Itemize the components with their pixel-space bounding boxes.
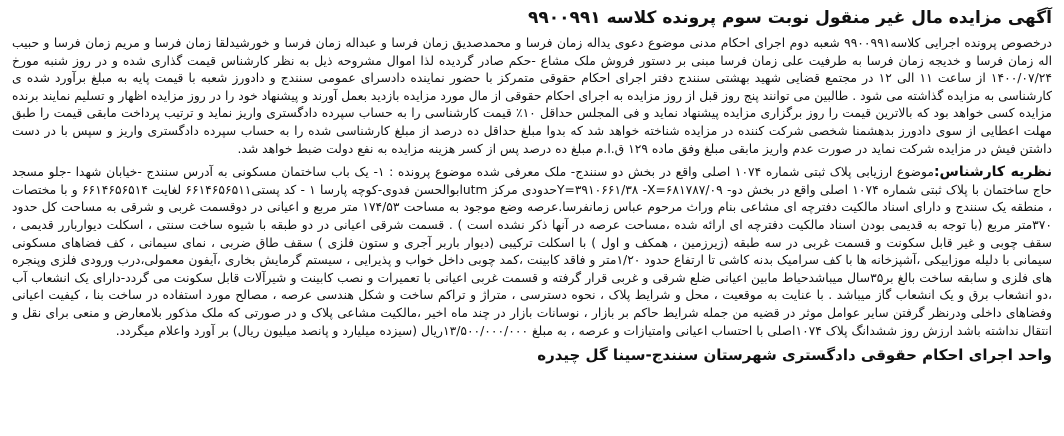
expert-opinion-label: نظریه کارشناس: bbox=[933, 164, 1052, 181]
notice-footer: واحد اجرای احکام حقوقی دادگستری شهرستان سنندج-سینا گل چیدره bbox=[537, 346, 1052, 365]
notice-paragraph-1: درخصوص پرونده اجرایی کلاسه۹۹۰۰۹۹۱ شعبه دوم اجرای احکام مدنی موضوع دعوی یداله زمان فرسا و محمدصدیق زمان فرسا و عبداله زمان فرسا و خورشیدلقا زمان فرسا و مریم زمان فرسا و حبیب اله زمان فرسا و خدیجه زمان فرسا به طرفیت علی زمان فرسا مبنی بر دستور فروش ملک مشاع -حکم صادر گردیده لذا اموال مشروحه ذیل به نظر کارشناس قیمت گذاری شده و در روز شنبه مورخ ۱۴۰۰/۰۷/۲۴ از ساعت ۱۱ الی ۱۲ در مجتمع قضایی شهید بهشتی سنندج دفتر اجرای احکام حقوقی متمرکز با حضور نماینده دادسرای عمومی سنندج و دادورز شعبه با قیمت پایه به مبلغ برآورد شده ی کارشناسی به مزایده گذاشته می شود . طالبین می توانند پنج روز قبل از روز مزایده به اجرای احکام حقوقی از مال مورد مزایده بازدید بعمل آورند و پیشنهاد خود را در روز مزایده اظهار و تسلیم نمایند برنده مزایده کسی خواهد بود که بالاترین قیمت را روز برگزاری مزایده پیشنهاد نماید و فی المجلس حداقل ۱۰٪ قیمت کارشناسی را به حساب سپرده دادگستری واریز نماید و ترتیب پرداخت مابقی قیمت را طبق مهلت اعطایی از سوی دادورز بدهشمنا شخصی شرکت کننده در مزایده شناخته خواهد شد که بدوا مبلغ حداقل ده درصد از مبلغ کارشناسی شده را به حساب سپرده دادگستری واریز و سپس با در دست داشتن فیش در مزایده شرکت نماید در صورت عدم واریز مابقی مبلغ وفق ماده ۱۲۹ ق.ا.م مبلغ ده درصد پس از کسر هزینه مزایده به نفع دولت ضبط خواهد شد. bbox=[12, 36, 1053, 156]
expert-opinion-text: موضوع ارزیابی پلاک ثبتی شماره ۱۰۷۴ اصلی واقع در بخش دو سنندج- ملک معرفی شده موضوع پرونده : ۱- یک باب ساختمان مسکونی به آدرس سنندج -خیابان شهدا -جلو مسجد حاج ساختمان با پلاک ثبتی شماره ۱۰۷۴ اصلی واقع در بخش دو- Y=۳۹۱۰۶۶۱/۳۸ -X=۶۸۱۷۸۷/۰۹حدودی مرکز utmابوالحسن فدوی-کوچه پارسا ۱ - کد پستی۶۶۱۴۶۵۶۵۱۱ لغایت ۶۶۱۴۶۵۶۵۱۴ و با مختصات ، منطقه یک سنندج و دارای اسناد مالکیت دفترچه ای مشاعی بنام وراث مرحوم عباس زمانفرسا.عرصه وضع موجود به مساحت ۱۷۴/۵۳ متر مربع و اعیانی در دوقسمت غربی و شرقی به مساحت کل حدود ۳۷۰متر مربع (با توجه به قدیمی بودن اسناد مالکیت دفترچه ای ارائه شده ،مساحت عرصه در آنها ذکر نشده است ) . قسمت شرقی اعیانی در دو طبقه با شیوه ساخت سنتی ، اسکلت دیواربارر قدیمی ، سقف چوبی و غیر قابل سکونت و قسمت غربی در سه طبقه (زیرزمین ، همکف و اول ) با اسکلت ترکیبی (دیوار باربر آجری و ستون فلزی ) سقف طاق ضربی ، نمای سیمانی ، کف فضاهای مسکونی سیمانی با دلیله موزاییکی ،آشپزخانه ها با کف سرامیک بدنه کاشی تا ارتفاع حدود ۱/۲۰متر و فاقد کابینت ،کمد چوبی داخل خواب و پذیرایی ، سیستم گرمایش بخاری ،آیفون معمولی،درب ورودی فلزی وپنجره های فلزی و سابقه ساخت بالغ بر۳۵سال میباشدحیاط مابین اعیانی ضلع شرقی و غربی قرار گرفته و قسمت غربی اعیانی با تعمیرات و نصب کابینت و شیرآلات قابل سکونت می گردد-دارای یک انشعاب آب ،دو انشعاب برق و یک انشعاب گاز میباشد . با عنایت به موقعیت ، محل و شرایط پلاک ، نحوه دسترسی ، متراژ و تراکم ساخت و شکل هندسی عرصه ، مصالح مورد استفاده در ساخت بنا ، کیفیت اعیانی وفضاهای داخلی ودرنظر گرفتن سایر عوامل موثر در قضیه من جمله شرایط حاکم بر بازار ، نوسانات بازار در چند ماه اخیر ،مالکیت مشاعی پلاک و در صورتی که ملک مذکور بلامعارض و منعی برای نقل و انتقال نداشته باشد ارزش روز ششدانگ پلاک ۱۰۷۴اصلی با احتساب اعیانی وامتیازات و عرصه ، به مبلغ ۱۳/۵۰۰/۰۰۰/۰۰۰ریال (سیزده میلیارد و پانصد میلیون ریال) بر آورد واعلام میگردد. bbox=[12, 165, 1053, 338]
expert-opinion-paragraph bbox=[12, 164, 1052, 340]
notice-title: آگهی مزایده مال غیر منقول نوبت سوم پرونده کلاسه ۹۹۰۰۹۹۱ bbox=[528, 8, 1052, 28]
